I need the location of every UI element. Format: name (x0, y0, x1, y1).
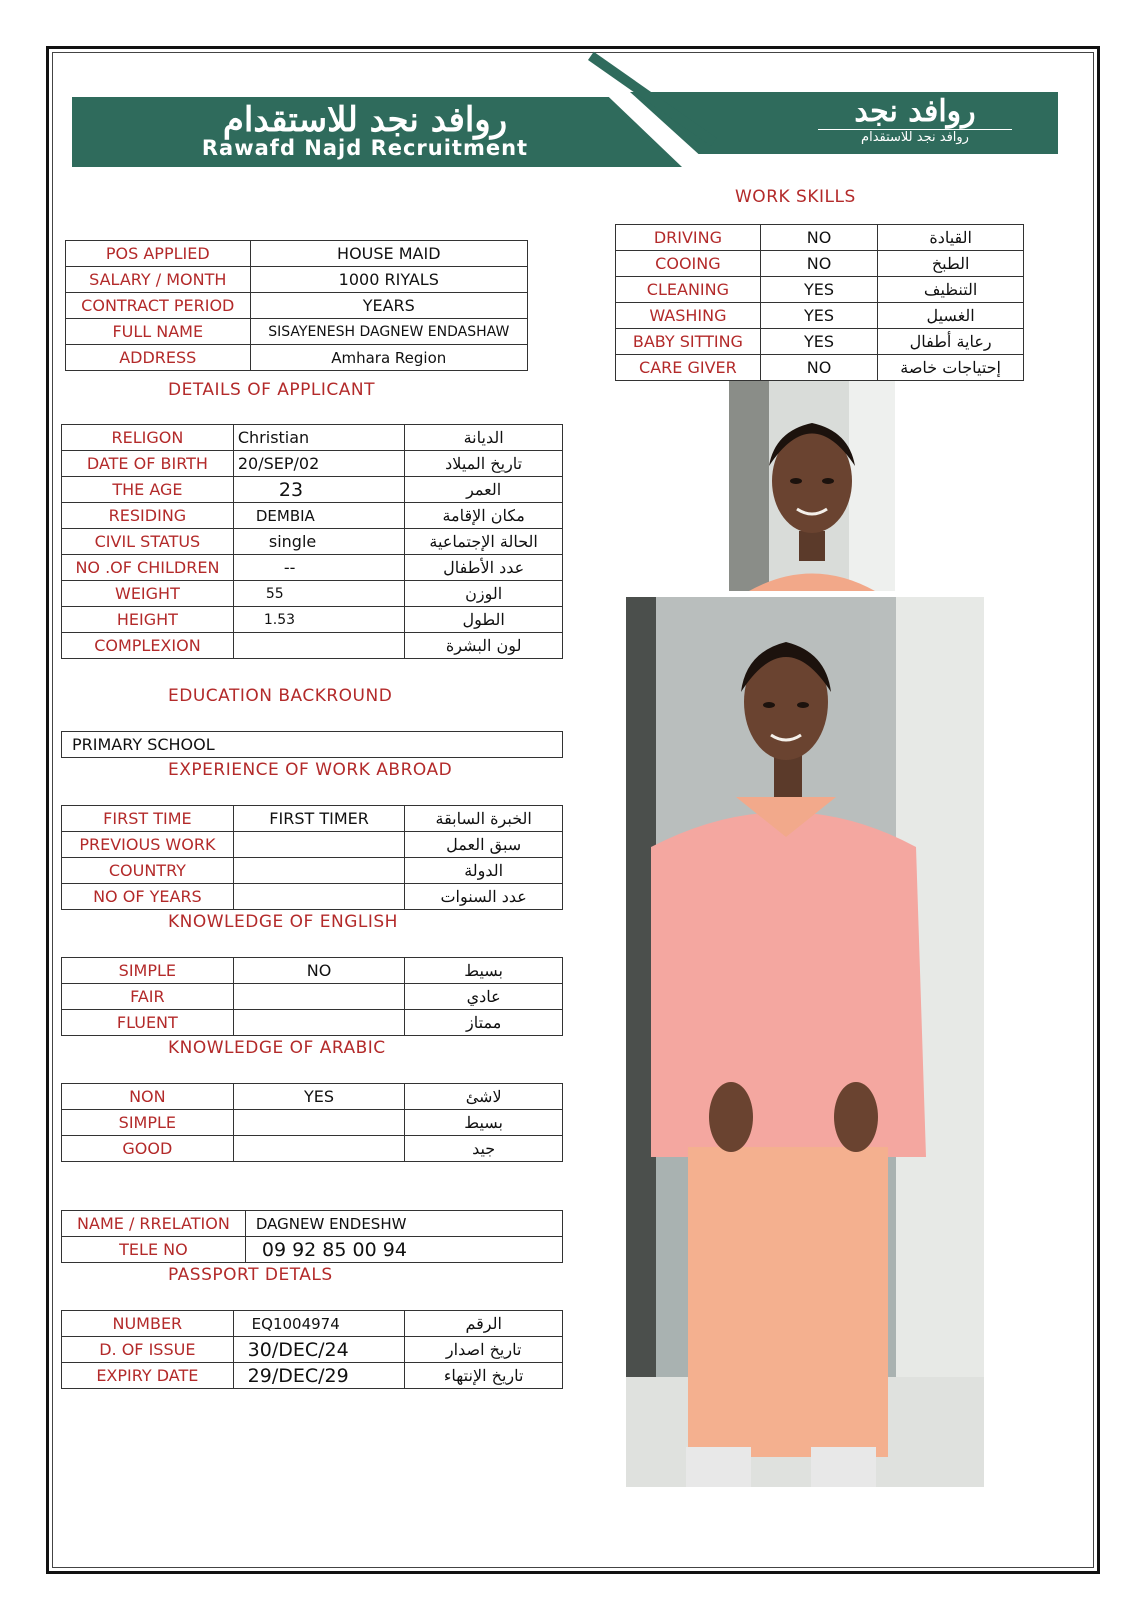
english-arabic-label: بسيط (405, 958, 563, 984)
table-row (62, 984, 563, 1010)
row-value: YEARS (250, 293, 527, 319)
table-row (62, 1311, 563, 1337)
skill-arabic-label: رعاية أطفال (878, 329, 1024, 355)
table-row (62, 884, 563, 910)
arabic-arabic-label: لاشئ (405, 1084, 563, 1110)
table-row (62, 503, 563, 529)
experience-value (233, 832, 405, 858)
skill-value: NO (760, 251, 877, 277)
company-logo (800, 95, 1030, 149)
arabic-label: SIMPLE (62, 1110, 234, 1136)
detail-label: COMPLEXION (62, 633, 234, 659)
table-row (66, 293, 528, 319)
arabic-table (61, 1083, 563, 1162)
table-row (62, 1136, 563, 1162)
table-row (62, 581, 563, 607)
skill-arabic-label: إحتياجات خاصة (878, 355, 1024, 381)
skill-label: WASHING (616, 303, 761, 329)
table-row (62, 633, 563, 659)
table-row (616, 277, 1024, 303)
passport-arabic-label: تاريخ اصدار (405, 1337, 563, 1363)
skill-label: COOING (616, 251, 761, 277)
position-table (65, 240, 528, 371)
row-value: 1000 RIYALS (250, 267, 527, 293)
skill-value: YES (760, 277, 877, 303)
table-row (62, 529, 563, 555)
table-row (66, 267, 528, 293)
header-english-title: Rawafd Najd Recruitment (201, 136, 529, 160)
detail-arabic-label: الحالة الإجتماعية (405, 529, 563, 555)
experience-value: FIRST TIMER (233, 806, 405, 832)
detail-arabic-label: لون البشرة (405, 633, 563, 659)
skill-arabic-label: التنظيف (878, 277, 1024, 303)
experience-label: FIRST TIME (62, 806, 234, 832)
table-row (62, 806, 563, 832)
table-row (616, 355, 1024, 381)
table-row (66, 345, 528, 371)
row-value: HOUSE MAID (250, 241, 527, 267)
detail-arabic-label: العمر (405, 477, 563, 503)
table-row (616, 251, 1024, 277)
detail-value (233, 633, 404, 659)
experience-value (233, 858, 405, 884)
row-value: SISAYENESH DAGNEW ENDASHAW (250, 319, 527, 345)
experience-label: NO OF YEARS (62, 884, 234, 910)
experience-arabic-label: الخبرة السابقة (405, 806, 563, 832)
table-row (62, 1110, 563, 1136)
passport-value: 29/DEC/29 (233, 1363, 405, 1389)
skill-label: CLEANING (616, 277, 761, 303)
detail-label: RESIDING (62, 503, 234, 529)
skill-arabic-label: الطبخ (878, 251, 1024, 277)
education-table (61, 731, 563, 758)
detail-label: RELIGON (62, 425, 234, 451)
detail-arabic-label: الوزن (405, 581, 563, 607)
arabic-value (233, 1136, 405, 1162)
table-row (62, 607, 563, 633)
table-row (62, 1084, 563, 1110)
skill-arabic-label: القيادة (878, 225, 1024, 251)
passport-label: NUMBER (62, 1311, 234, 1337)
detail-value: 1.53 (233, 607, 404, 633)
arabic-value (233, 1110, 405, 1136)
table-row (62, 1237, 563, 1263)
english-arabic-label: عادي (405, 984, 563, 1010)
arabic-arabic-label: بسيط (405, 1110, 563, 1136)
detail-label: CIVIL STATUS (62, 529, 234, 555)
work-skills-title: WORK SKILLS (735, 187, 856, 207)
detail-arabic-label: عدد الأطفال (405, 555, 563, 581)
detail-label: NO .OF CHILDREN (62, 555, 234, 581)
table-row (62, 1211, 563, 1237)
table-row (616, 225, 1024, 251)
detail-arabic-label: تاريخ الميلاد (405, 451, 563, 477)
english-value (233, 1010, 405, 1036)
experience-label: COUNTRY (62, 858, 234, 884)
experience-arabic-label: سبق العمل (405, 832, 563, 858)
details-title: DETAILS OF APPLICANT (168, 380, 375, 400)
detail-arabic-label: مكان الإقامة (405, 503, 563, 529)
skill-value: YES (760, 329, 877, 355)
arabic-title: KNOWLEDGE OF ARABIC (168, 1038, 386, 1058)
table-row (62, 958, 563, 984)
arabic-label: NON (62, 1084, 234, 1110)
skill-label: BABY SITTING (616, 329, 761, 355)
skill-value: NO (760, 355, 877, 381)
experience-table (61, 805, 563, 910)
relation-label: TELE NO (62, 1237, 246, 1263)
detail-label: THE AGE (62, 477, 234, 503)
row-label: CONTRACT PERIOD (66, 293, 251, 319)
table-row (62, 555, 563, 581)
row-label: FULL NAME (66, 319, 251, 345)
header-arabic-title: روافد نجد للاستقدام (222, 100, 508, 140)
detail-value: 23 (233, 477, 404, 503)
table-row (66, 319, 528, 345)
passport-label: EXPIRY DATE (62, 1363, 234, 1389)
row-label: ADDRESS (66, 345, 251, 371)
portrait-photo (729, 381, 895, 591)
relation-label: NAME / RRELATION (62, 1211, 246, 1237)
table-row (62, 732, 563, 758)
logo-main-text: روافد نجد (854, 94, 976, 129)
table-row (62, 477, 563, 503)
detail-value: DEMBIA (233, 503, 404, 529)
skill-label: CARE GIVER (616, 355, 761, 381)
arabic-label: GOOD (62, 1136, 234, 1162)
detail-label: DATE OF BIRTH (62, 451, 234, 477)
passport-value: EQ1004974 (233, 1311, 405, 1337)
table-row (62, 1010, 563, 1036)
relation-value: 09 92 85 00 94 (245, 1237, 562, 1263)
work-skills-table (615, 224, 1024, 381)
education-title: EDUCATION BACKROUND (168, 686, 393, 706)
detail-label: WEIGHT (62, 581, 234, 607)
passport-label: D. OF ISSUE (62, 1337, 234, 1363)
logo-sub-text: روافد نجد للاستقدام (818, 129, 1012, 146)
experience-value (233, 884, 405, 910)
english-label: FLUENT (62, 1010, 234, 1036)
detail-value: 20/SEP/02 (233, 451, 404, 477)
english-label: SIMPLE (62, 958, 234, 984)
table-row (62, 832, 563, 858)
skill-value: NO (760, 225, 877, 251)
experience-arabic-label: عدد السنوات (405, 884, 563, 910)
full-body-photo (626, 597, 984, 1487)
skill-value: YES (760, 303, 877, 329)
relation-value: DAGNEW ENDESHW (245, 1211, 562, 1237)
passport-title: PASSPORT DETALS (168, 1265, 333, 1285)
table-row (616, 329, 1024, 355)
details-table (61, 424, 563, 659)
passport-value: 30/DEC/24 (233, 1337, 405, 1363)
english-label: FAIR (62, 984, 234, 1010)
detail-value: -- (233, 555, 404, 581)
experience-arabic-label: الدولة (405, 858, 563, 884)
skill-label: DRIVING (616, 225, 761, 251)
table-row (62, 1337, 563, 1363)
english-value: NO (233, 958, 405, 984)
table-row (62, 1363, 563, 1389)
detail-value: single (233, 529, 404, 555)
row-value: Amhara Region (250, 345, 527, 371)
english-table (61, 957, 563, 1036)
experience-label: PREVIOUS WORK (62, 832, 234, 858)
table-row (62, 858, 563, 884)
row-label: SALARY / MONTH (66, 267, 251, 293)
english-title: KNOWLEDGE OF ENGLISH (168, 912, 398, 932)
arabic-value: YES (233, 1084, 405, 1110)
table-row (616, 303, 1024, 329)
detail-arabic-label: الديانة (405, 425, 563, 451)
table-row (62, 451, 563, 477)
detail-value: Christian (233, 425, 404, 451)
detail-label: HEIGHT (62, 607, 234, 633)
row-label: POS APPLIED (66, 241, 251, 267)
skill-arabic-label: الغسيل (878, 303, 1024, 329)
passport-table (61, 1310, 563, 1389)
passport-arabic-label: الرقم (405, 1311, 563, 1337)
table-row (66, 241, 528, 267)
relation-table (61, 1210, 563, 1263)
detail-value: 55 (233, 581, 404, 607)
table-row (62, 425, 563, 451)
experience-title: EXPERIENCE OF WORK ABROAD (168, 760, 453, 780)
passport-arabic-label: تاريخ الإنتهاء (405, 1363, 563, 1389)
detail-arabic-label: الطول (405, 607, 563, 633)
english-value (233, 984, 405, 1010)
arabic-arabic-label: جيد (405, 1136, 563, 1162)
english-arabic-label: ممتاز (405, 1010, 563, 1036)
education-value: PRIMARY SCHOOL (62, 732, 563, 758)
